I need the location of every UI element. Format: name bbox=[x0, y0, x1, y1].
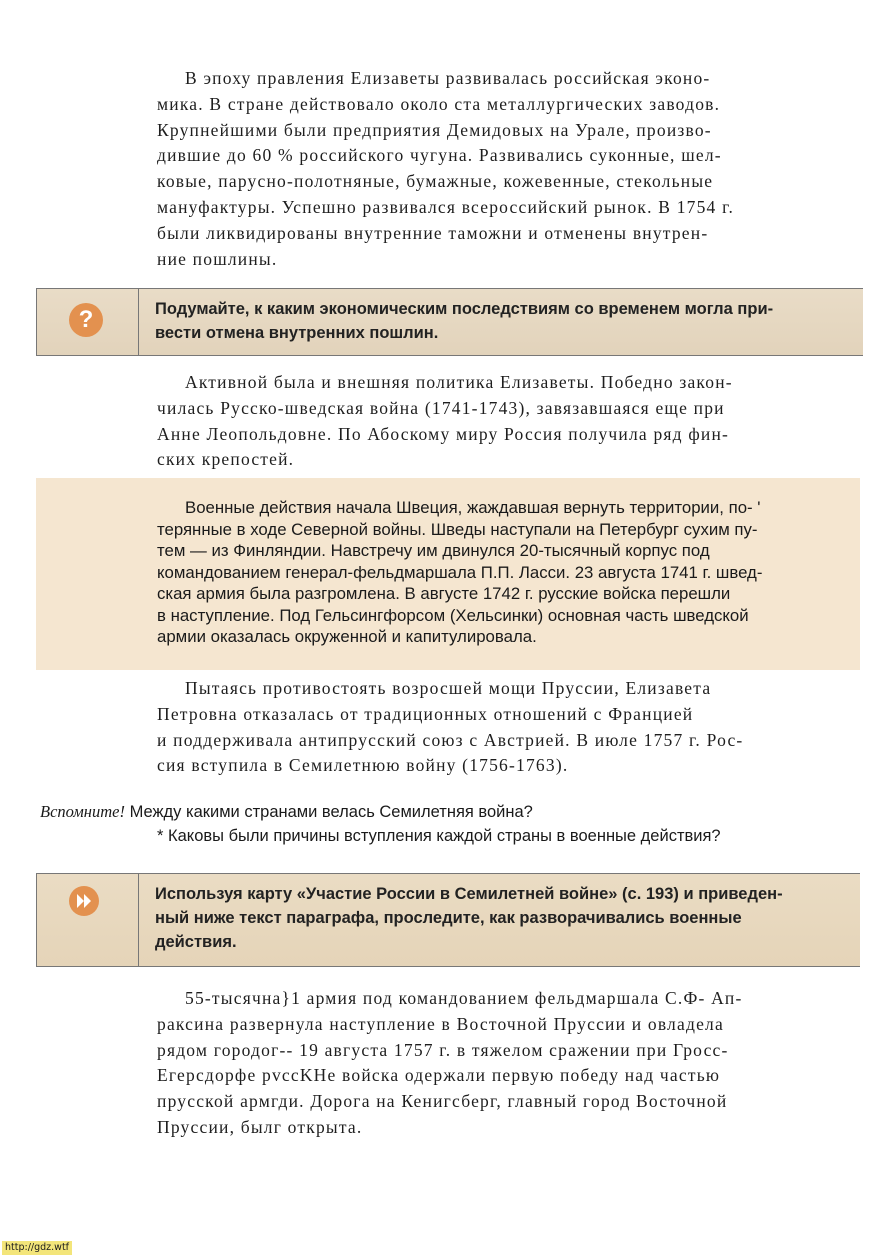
text-line: дившие до 60 % российского чугуна. Развивались суконные, шел- bbox=[157, 145, 722, 166]
text-line: ние пошлины. bbox=[157, 248, 278, 269]
text-line: Пруссии, былг открыта. bbox=[157, 1116, 363, 1137]
icon-cell bbox=[37, 289, 139, 355]
text-line: были ликвидированы внутренние таможни и отменены внутрен- bbox=[157, 222, 709, 243]
text-line: терянные в ходе Северной войны. Шведы наступали на Петербург сухим пу- bbox=[157, 519, 758, 539]
text-line: Подумайте, к каким экономическим последствиям со временем могла при- bbox=[155, 300, 774, 318]
text-line: прусской армгди. Дорога на Кенигсберг, главный город Восточной bbox=[157, 1091, 728, 1112]
text-line: мика. В стране действовало около ста металлургических заводов. bbox=[157, 93, 721, 114]
double-arrow-right-icon bbox=[69, 886, 99, 916]
text-line: Егерсдорфе pvccKHe войска одержали первую победу над частью bbox=[157, 1065, 721, 1086]
remember-question-text: Между какими странами велась Семилетняя война? bbox=[129, 803, 533, 821]
text-line: чилась Русско-шведская война (1741-1743), завязавшаяся еще при bbox=[157, 397, 725, 418]
think-question-text bbox=[155, 297, 855, 345]
think-question-box bbox=[36, 288, 863, 356]
map-task-box bbox=[36, 873, 860, 967]
paragraph-economy bbox=[157, 66, 845, 272]
text-line: действия. bbox=[155, 933, 237, 951]
text-line: Активной была и внешняя политика Елизаветы. Победно закон- bbox=[185, 372, 733, 392]
icon-cell bbox=[37, 874, 139, 966]
paragraph-apraksin bbox=[157, 986, 845, 1141]
source-link[interactable]: http://gdz.wtf bbox=[2, 1241, 72, 1255]
text-line: ный ниже текст параграфа, проследите, как разворачивались военные bbox=[155, 909, 742, 927]
paragraph-foreign-policy bbox=[157, 370, 845, 473]
remember-question bbox=[40, 801, 533, 823]
text-line: рядом городог-- 19 августа 1757 г. в тяжелом сражении при Гросс- bbox=[157, 1039, 729, 1060]
text-line: Военные действия начала Швеция, жаждавшая вернуть территории, по- ' bbox=[185, 498, 761, 517]
map-task-text bbox=[155, 882, 855, 954]
text-line: вести отмена внутренних пошлин. bbox=[155, 324, 439, 342]
text-line: тем — из Финляндии. Навстречу им двинулся 20-тысячный корпус под bbox=[157, 541, 710, 560]
text-line: в наступление. Под Гельсингфорсом (Хельсинки) основная часть шведской bbox=[157, 605, 749, 625]
text-line: Крупнейшими были предприятия Демидовых на Урале, произво- bbox=[157, 119, 712, 140]
info-box-text bbox=[157, 497, 845, 648]
text-line: Используя карту «Участие России в Семилетней войне» (с. 193) и приведен- bbox=[155, 885, 783, 903]
text-line: сия вступила в Семилетнюю войну (1756-1763). bbox=[157, 755, 569, 776]
text-line: 55-тысячна}1 армия под командованием фельдмаршала С.Ф- Ап- bbox=[185, 988, 743, 1008]
text-line: ковые, парусно-полотняные, бумажные, кожевенные, стекольные bbox=[157, 171, 714, 192]
text-line: ская армия была разгромлена. В августе 1742 г. русские войска перешли bbox=[157, 584, 731, 603]
remember-question-2: * Каковы были причины вступления каждой страны в военные действия? bbox=[157, 827, 721, 845]
text-line: и поддерживала антипрусский союз с Австрией. В июле 1757 г. Рос- bbox=[157, 729, 744, 750]
text-line: армии оказалась окруженной и капитулировала. bbox=[157, 627, 537, 646]
text-line: В эпоху правления Елизаветы развивалась российская эконо- bbox=[185, 68, 711, 88]
text-line: ских крепостей. bbox=[157, 449, 295, 470]
question-mark-icon: ? bbox=[69, 303, 103, 337]
text-line: Петровна отказалась от традиционных отношений с Францией bbox=[157, 703, 694, 724]
text-line: командованием генерал-фельдмаршала П.П. Ласси. 23 августа 1741 г. швед- bbox=[157, 562, 763, 582]
text-line: раксина развернула наступление в Восточной Пруссии и овладела bbox=[157, 1013, 724, 1034]
remember-label: Вспомните! bbox=[40, 802, 125, 821]
paragraph-seven-years-war bbox=[157, 676, 845, 779]
text-line: мануфактуры. Успешно развивался всероссийский рынок. В 1754 г. bbox=[157, 196, 735, 217]
text-line: Пытаясь противостоять возросшей мощи Пруссии, Елизавета bbox=[185, 678, 712, 698]
text-line: Анне Леопольдовне. По Абоскому миру Россия получила ряд фин- bbox=[157, 423, 730, 444]
